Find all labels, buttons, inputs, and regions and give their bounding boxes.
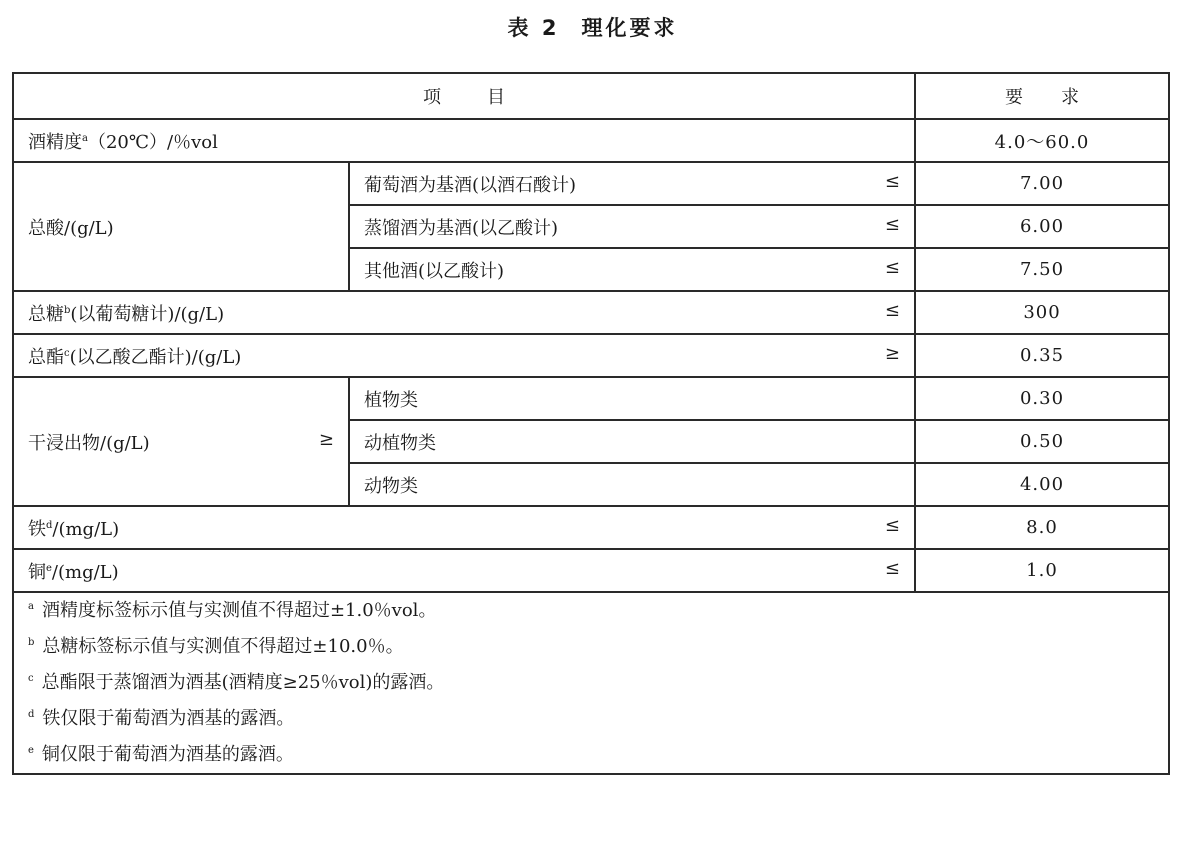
table-row [13, 549, 1169, 592]
extract-value: 0.50 [915, 420, 1169, 463]
footnote: $^b$ 总糖标签标示值与实测值不得超过±10.0％。 [28, 636, 404, 657]
table-row [13, 377, 1169, 420]
iron-label: 铁$^d$/(mg/L) ≤ [13, 506, 915, 549]
acid-sub-label: 其他酒(以乙酸计) ≤ [349, 248, 915, 291]
total-acid-label: 总酸/(g/L) [13, 162, 349, 291]
footnote: $^c$ 总酯限于蒸馏酒为酒基(酒精度≥25％vol)的露酒。 [28, 672, 445, 693]
acid-value: 7.00 [915, 162, 1169, 205]
geq-symbol: ≥ [318, 428, 334, 450]
table-title: 理化要求 [581, 16, 678, 40]
leq-symbol: ≤ [884, 170, 900, 192]
header-row [13, 73, 1169, 119]
copper-value: 1.0 [915, 549, 1169, 592]
footnotes [13, 592, 1169, 774]
alcohol-value: 4.0～60.0 [915, 119, 1169, 162]
header-requirement: 要 求 [915, 73, 1169, 119]
dry-extract-label: 干浸出物/(g/L) ≥ [13, 377, 349, 506]
footnotes-row [13, 592, 1169, 774]
acid-value: 7.50 [915, 248, 1169, 291]
total-ester-label: 总酯$^c$(以乙酸乙酯计)/(g/L) ≥ [13, 334, 915, 377]
leq-symbol: ≤ [884, 557, 900, 579]
footnote: $^a$ 酒精度标签标示值与实测值不得超过±1.0％vol。 [28, 600, 437, 621]
leq-symbol: ≤ [884, 299, 900, 321]
extract-value: 4.00 [915, 463, 1169, 506]
geq-symbol: ≥ [884, 342, 900, 364]
extract-sub-label: 植物类 [349, 377, 915, 420]
extract-sub-label: 动物类 [349, 463, 915, 506]
iron-value: 8.0 [915, 506, 1169, 549]
table-row [13, 291, 1169, 334]
total-ester-value: 0.35 [915, 334, 1169, 377]
header-item: 项 目 [13, 73, 915, 119]
extract-value: 0.30 [915, 377, 1169, 420]
leq-symbol: ≤ [884, 256, 900, 278]
leq-symbol: ≤ [884, 213, 900, 235]
alcohol-label: 酒精度$^a$（20℃）/％vol [13, 119, 915, 162]
physicochemical-requirements-table [12, 72, 1170, 775]
table-row [13, 506, 1169, 549]
copper-label: 铜$^e$/(mg/L) ≤ [13, 549, 915, 592]
acid-value: 6.00 [915, 205, 1169, 248]
leq-symbol: ≤ [884, 514, 900, 536]
extract-sub-label: 动植物类 [349, 420, 915, 463]
footnote: $^e$ 铜仅限于葡萄酒为酒基的露酒。 [28, 744, 294, 765]
table-row [13, 119, 1169, 162]
table-number: 表 2 [507, 16, 560, 40]
footnote: $^d$ 铁仅限于葡萄酒为酒基的露酒。 [28, 708, 295, 729]
total-sugar-value: 300 [915, 291, 1169, 334]
table-caption [0, 12, 1185, 42]
table-row [13, 162, 1169, 205]
table-row [13, 334, 1169, 377]
acid-sub-label: 蒸馏酒为基酒(以乙酸计) ≤ [349, 205, 915, 248]
total-sugar-label: 总糖$^b$(以葡萄糖计)/(g/L) ≤ [13, 291, 915, 334]
acid-sub-label: 葡萄酒为基酒(以酒石酸计) ≤ [349, 162, 915, 205]
